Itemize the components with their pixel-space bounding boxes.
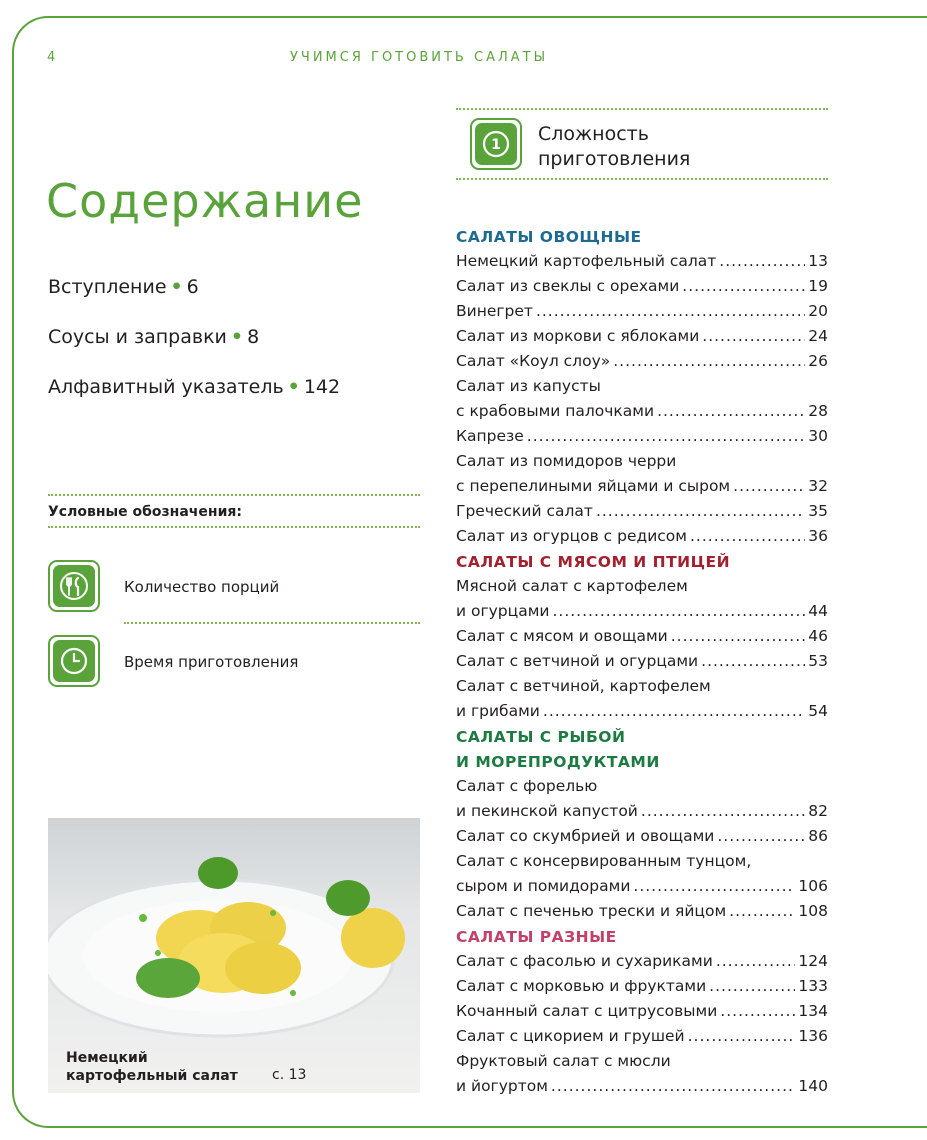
toc-entry[interactable] bbox=[456, 274, 828, 299]
toc-entry-label: и огурцами bbox=[456, 602, 550, 620]
toc-entry-label: с крабовыми палочками bbox=[456, 402, 655, 420]
toc-entry-page: 28 bbox=[808, 402, 828, 420]
toc-entry[interactable] bbox=[456, 599, 828, 624]
page-title: Содержание bbox=[46, 174, 364, 228]
toc-entry-page: 36 bbox=[808, 527, 828, 545]
divider bbox=[456, 178, 828, 180]
bullet-icon: • bbox=[230, 326, 244, 348]
servings-label: Количество порций bbox=[124, 578, 280, 596]
toc-entry-label: Капрезе bbox=[456, 427, 524, 445]
section-title-misc: САЛАТЫ РАЗНЫЕ bbox=[456, 928, 617, 946]
legend-title: Условные обозначения: bbox=[48, 504, 242, 520]
toc-entry-page: 82 bbox=[808, 802, 828, 820]
toc-entry-label: Салат с ветчиной, картофелем bbox=[456, 677, 711, 695]
leader-dots bbox=[733, 474, 805, 499]
intro-item[interactable]: Вступление • 6 bbox=[48, 276, 199, 298]
toc-entry-page: 134 bbox=[798, 1002, 828, 1020]
leader-dots bbox=[682, 274, 805, 299]
toc-entry-page: 35 bbox=[808, 502, 828, 520]
intro-item[interactable]: Соусы и заправки • 8 bbox=[48, 326, 260, 348]
toc-entry-label: Мясной салат с картофелем bbox=[456, 577, 688, 595]
leader-dots bbox=[527, 424, 805, 449]
toc-entry-page: 44 bbox=[808, 602, 828, 620]
toc bbox=[456, 224, 828, 1099]
toc-entry-label: Винегрет bbox=[456, 302, 533, 320]
toc-entry-page: 54 bbox=[808, 702, 828, 720]
toc-entry-line[interactable] bbox=[456, 774, 828, 799]
clock-icon bbox=[48, 635, 100, 687]
toc-entry-page: 30 bbox=[808, 427, 828, 445]
intro-item[interactable]: Алфавитный указатель • 142 bbox=[48, 376, 341, 398]
toc-entry-label: Фруктовый салат с мюсли bbox=[456, 1052, 671, 1070]
leader-dots bbox=[709, 974, 795, 999]
photo-caption: Немецкий картофельный салат bbox=[66, 1050, 238, 1084]
leader-dots bbox=[690, 524, 805, 549]
toc-entry[interactable] bbox=[456, 349, 828, 374]
toc-entry-label: сыром и помидорами bbox=[456, 877, 631, 895]
toc-entry-label: Немецкий картофельный салат bbox=[456, 252, 717, 270]
divider bbox=[456, 108, 828, 110]
toc-entry-page: 32 bbox=[808, 477, 828, 495]
toc-entry[interactable] bbox=[456, 249, 828, 274]
toc-entry[interactable] bbox=[456, 1024, 828, 1049]
bullet-icon: • bbox=[170, 276, 183, 298]
toc-entry[interactable] bbox=[456, 899, 828, 924]
toc-entry[interactable] bbox=[456, 499, 828, 524]
leader-dots bbox=[657, 399, 805, 424]
toc-entry-page: 106 bbox=[798, 877, 828, 895]
toc-entry-label: Салат со скумбрией и овощами bbox=[456, 827, 715, 845]
toc-entry-line[interactable] bbox=[456, 574, 828, 599]
servings-icon bbox=[48, 560, 100, 612]
section-title-meat: САЛАТЫ С МЯСОМ И ПТИЦЕЙ bbox=[456, 553, 731, 571]
toc-entry-label: Салат из свеклы с орехами bbox=[456, 277, 680, 295]
toc-entry-page: 136 bbox=[798, 1027, 828, 1045]
leader-dots bbox=[596, 499, 805, 524]
toc-entry-page: 19 bbox=[808, 277, 828, 295]
toc-entry-page: 20 bbox=[808, 302, 828, 320]
toc-entry-label: Греческий салат bbox=[456, 502, 593, 520]
divider bbox=[48, 526, 420, 528]
section-title-fish-2: И МОРЕПРОДУКТАМИ bbox=[456, 753, 660, 771]
toc-entry-label: с перепелиными яйцами и сыром bbox=[456, 477, 731, 495]
toc-entry[interactable] bbox=[456, 1074, 828, 1099]
bullet-icon: • bbox=[287, 376, 300, 398]
toc-entry-page: 124 bbox=[798, 952, 828, 970]
toc-entry-label: Салат из помидоров черри bbox=[456, 452, 677, 470]
toc-entry[interactable] bbox=[456, 949, 828, 974]
leader-dots bbox=[641, 799, 805, 824]
difficulty-label: Сложность приготовления bbox=[538, 123, 691, 170]
toc-entry-label: Салат с фасолью и сухариками bbox=[456, 952, 713, 970]
photo-caption-page: с. 13 bbox=[272, 1067, 307, 1083]
divider bbox=[48, 494, 420, 496]
toc-entry-page: 26 bbox=[808, 352, 828, 370]
toc-entry[interactable] bbox=[456, 474, 828, 499]
toc-entry-label: Салат из капусты bbox=[456, 377, 601, 395]
leader-dots bbox=[613, 349, 805, 374]
toc-entry-label: Салат с морковью и фруктами bbox=[456, 977, 707, 995]
leader-dots bbox=[701, 649, 805, 674]
toc-entry-page: 133 bbox=[798, 977, 828, 995]
toc-entry-page: 53 bbox=[808, 652, 828, 670]
toc-entry-page: 108 bbox=[798, 902, 828, 920]
toc-entry-label: и грибами bbox=[456, 702, 540, 720]
toc-entry-label: и йогуртом bbox=[456, 1077, 548, 1095]
toc-entry[interactable] bbox=[456, 299, 828, 324]
leader-dots bbox=[688, 1024, 796, 1049]
leader-dots bbox=[716, 949, 796, 974]
toc-entry-label: Салат с консервированным тунцом, bbox=[456, 852, 752, 870]
toc-entry-label: Салат «Коул слоу» bbox=[456, 352, 611, 370]
leader-dots bbox=[717, 824, 805, 849]
toc-entry[interactable] bbox=[456, 799, 828, 824]
toc-entry-label: Салат из моркови с яблоками bbox=[456, 327, 700, 345]
toc-entry[interactable] bbox=[456, 424, 828, 449]
section-title-fish: САЛАТЫ С РЫБОЙ bbox=[456, 728, 626, 746]
toc-entry-page: 13 bbox=[808, 252, 828, 270]
leader-dots bbox=[719, 249, 805, 274]
toc-entry-label: Салат с мясом и овощами bbox=[456, 627, 668, 645]
leader-dots bbox=[552, 599, 805, 624]
toc-entry[interactable] bbox=[456, 524, 828, 549]
toc-entry-page: 86 bbox=[808, 827, 828, 845]
section-title-vegetable: САЛАТЫ ОВОЩНЫЕ bbox=[456, 228, 642, 246]
toc-entry-label: Салат с ветчиной и огурцами bbox=[456, 652, 699, 670]
toc-entry-page: 140 bbox=[798, 1077, 828, 1095]
toc-entry[interactable] bbox=[456, 649, 828, 674]
toc-entry-line[interactable] bbox=[456, 674, 828, 699]
leader-dots bbox=[536, 299, 805, 324]
toc-entry-label: и пекинской капустой bbox=[456, 802, 638, 820]
page-number: 4 bbox=[47, 50, 56, 65]
divider bbox=[124, 622, 420, 624]
toc-entry[interactable] bbox=[456, 324, 828, 349]
leader-dots bbox=[633, 874, 795, 899]
time-label: Время приготовления bbox=[124, 653, 299, 671]
leader-dots bbox=[720, 999, 795, 1024]
toc-entry[interactable] bbox=[456, 699, 828, 724]
toc-entry[interactable] bbox=[456, 399, 828, 424]
leader-dots bbox=[671, 624, 806, 649]
toc-entry-label: Салат с форелью bbox=[456, 777, 598, 795]
leader-dots bbox=[543, 699, 805, 724]
running-title: УЧИМСЯ ГОТОВИТЬ САЛАТЫ bbox=[290, 50, 549, 65]
toc-entry-page: 46 bbox=[808, 627, 828, 645]
difficulty-icon bbox=[470, 118, 522, 170]
toc-entry-label: Салат с печенью трески и яйцом bbox=[456, 902, 727, 920]
toc-entry-label: Кочанный салат с цитрусовыми bbox=[456, 1002, 718, 1020]
toc-entry-line[interactable] bbox=[456, 849, 828, 874]
toc-entry[interactable] bbox=[456, 624, 828, 649]
toc-entry-line[interactable] bbox=[456, 374, 828, 399]
leader-dots bbox=[729, 899, 795, 924]
leader-dots bbox=[551, 1074, 795, 1099]
toc-entry-line[interactable] bbox=[456, 449, 828, 474]
leader-dots bbox=[702, 324, 805, 349]
toc-entry-line[interactable] bbox=[456, 1049, 828, 1074]
toc-entry[interactable] bbox=[456, 874, 828, 899]
svg-text:1: 1 bbox=[491, 137, 501, 153]
toc-entry[interactable] bbox=[456, 999, 828, 1024]
toc-entry[interactable] bbox=[456, 974, 828, 999]
toc-entry-label: Салат из огурцов с редисом bbox=[456, 527, 687, 545]
toc-entry-label: Салат с цикорием и грушей bbox=[456, 1027, 685, 1045]
toc-entry-page: 24 bbox=[808, 327, 828, 345]
toc-entry[interactable] bbox=[456, 824, 828, 849]
